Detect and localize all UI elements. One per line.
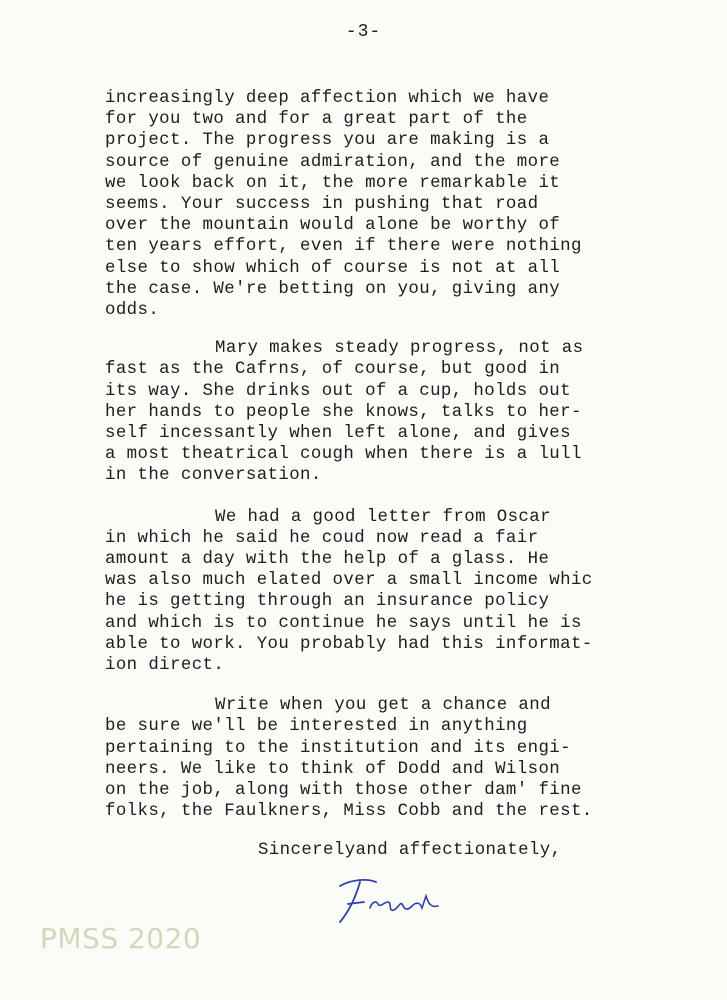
- text-line: he is getting through an insurance policy: [105, 592, 550, 612]
- text-line: be sure we'll be interested in anything: [105, 717, 528, 737]
- text-line: project. The progress you are making is a: [105, 131, 550, 151]
- text-line: the case. We're betting on you, giving any: [105, 279, 561, 299]
- text-line: else to show which of course is not at all: [105, 258, 561, 278]
- signature: [330, 872, 460, 932]
- text-line: source of genuine admiration, and the more: [105, 152, 561, 172]
- text-line: ion direct.: [105, 656, 225, 676]
- text-line: and which is to continue he says until he is: [105, 613, 582, 633]
- text-line: over the mountain would alone be worthy of: [105, 216, 561, 236]
- text-line: seems. Your success in pushing that road: [105, 195, 539, 215]
- text-line: We had a good letter from Oscar: [215, 507, 551, 527]
- text-line: for you two and for a great part of the: [105, 110, 528, 130]
- text-line: its way. She drinks out of a cup, holds out: [105, 381, 571, 401]
- text-line: self incessantly when left alone, and gives: [105, 424, 571, 444]
- text-line: Write when you get a chance and: [215, 696, 551, 716]
- text-line: folks, the Faulkners, Miss Cobb and the rest.: [105, 802, 593, 822]
- text-line: able to work. You probably had this informat-: [105, 634, 593, 654]
- text-line: we look back on it, the more remarkable it: [105, 173, 561, 193]
- text-line: in the conversation.: [105, 466, 322, 486]
- text-line: in which he said he coud now read a fair: [105, 528, 539, 548]
- watermark: PMSS 2020: [40, 922, 202, 955]
- text-line: on the job, along with those other dam' fine: [105, 781, 582, 801]
- closing-salutation: Sincerelyand affectionately,: [258, 841, 562, 860]
- paragraph-1: [105, 88, 705, 321]
- text-line: pertaining to the institution and its engi-: [105, 738, 571, 758]
- text-line: her hands to people she knows, talks to her-: [105, 402, 582, 422]
- text-line: a most theatrical cough when there is a lull: [105, 445, 582, 465]
- page-number: -3-: [345, 22, 382, 42]
- paragraph-2: [105, 338, 705, 486]
- text-line: fast as the Cafrns, of course, but good in: [105, 360, 561, 380]
- letter-body: [105, 88, 705, 823]
- text-line: Mary makes steady progress, not as: [215, 339, 584, 359]
- text-line: was also much elated over a small income whic: [105, 571, 593, 591]
- text-line: amount a day with the help of a glass. He: [105, 550, 550, 570]
- text-line: ten years effort, even if there were nothing: [105, 237, 582, 257]
- text-line: increasingly deep affection which we have: [105, 89, 550, 108]
- paragraph-3: [105, 507, 705, 677]
- text-line: neers. We like to think of Dodd and Wilson: [105, 759, 561, 779]
- text-line: odds.: [105, 301, 160, 321]
- paragraph-4: [105, 695, 705, 822]
